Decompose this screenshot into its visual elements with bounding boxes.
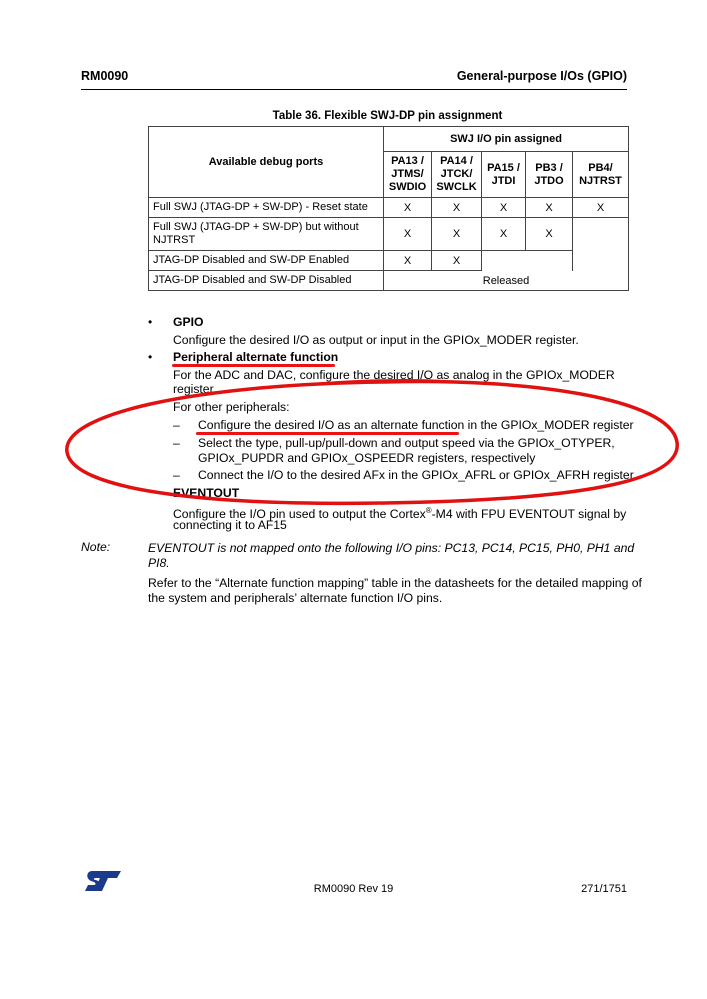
- footer-rev: RM0090 Rev 19: [313, 883, 394, 895]
- note-line2: PI8.: [148, 556, 170, 570]
- paf-step-2-line2: GPIOx_PUPDR and GPIOx_OSPEEDR registers, respectively: [198, 451, 536, 465]
- paf-step-3: Connect the I/O to the desired AFx in the GPIOx_AFRL or GPIOx_AFRH register: [198, 468, 634, 482]
- pin-header-pa15: PA15 / JTDI: [482, 152, 526, 198]
- cell-mark: X: [526, 198, 573, 218]
- cell-mark: X: [384, 198, 432, 218]
- cell-mark: X: [432, 251, 482, 271]
- eventout-heading: EVENTOUT: [173, 486, 240, 500]
- table-row: [149, 218, 629, 251]
- row-label: Full SWJ (JTAG-DP + SW-DP) - Reset state: [149, 198, 384, 218]
- paf-step-2-line1: Select the type, pull-up/pull-down and output speed via the GPIOx_OTYPER,: [198, 436, 615, 450]
- paf-other: For other peripherals:: [173, 400, 290, 414]
- table-row: [149, 251, 629, 271]
- note-ref-line1: Refer to the “Alternate function mapping” table in the datasheets for the detailed mapping of: [148, 576, 642, 590]
- cell-empty: [573, 218, 629, 271]
- row-label: JTAG-DP Disabled and SW-DP Enabled: [149, 251, 384, 271]
- doc-id: RM0090: [81, 69, 129, 83]
- table-row: [149, 271, 629, 291]
- footer-page: 271/1751: [581, 883, 627, 895]
- row-label: JTAG-DP Disabled and SW-DP Disabled: [149, 271, 384, 291]
- bullet-dot: •: [148, 315, 153, 329]
- pin-assignment-table: [148, 126, 629, 291]
- eventout-line1: Configure the I/O pin used to output the Cortex®-M4 with FPU EVENTOUT signal by: [173, 506, 627, 522]
- note-label: Note:: [81, 540, 111, 554]
- gpio-text: Configure the desired I/O as output or input in the GPIOx_MODER register.: [173, 333, 579, 347]
- pin-group-header: SWJ I/O pin assigned: [384, 127, 629, 152]
- table-title: Table 36. Flexible SWJ-DP pin assignment: [272, 110, 503, 122]
- pin-header-pa13: PA13 / JTMS/ SWDIO: [384, 152, 432, 198]
- cell-mark: X: [384, 218, 432, 251]
- paf-adc-line1: For the ADC and DAC, configure the desired I/O as analog in the GPIOx_MODER: [173, 368, 615, 382]
- cell-mark: X: [482, 218, 526, 251]
- note-line1: EVENTOUT is not mapped onto the following I/O pins: PC13, PC14, PC15, PH0, PH1 and: [148, 541, 635, 555]
- cell-mark: X: [526, 218, 573, 251]
- paf-adc-line2: register.: [173, 382, 217, 396]
- section-title: General-purpose I/Os (GPIO): [456, 69, 627, 83]
- note-ref-line2: the system and peripherals’ alternate function I/O pins.: [148, 591, 443, 605]
- eventout-line2: connecting it to AF15: [173, 518, 287, 532]
- gpio-heading: GPIO: [173, 315, 204, 329]
- cell-empty: [482, 251, 573, 271]
- paf-heading: Peripheral alternate function: [173, 350, 339, 364]
- table-row: [149, 198, 629, 218]
- cell-released: Released: [384, 271, 629, 291]
- cell-mark: X: [432, 198, 482, 218]
- pin-header-pa14: PA14 / JTCK/ SWCLK: [432, 152, 482, 198]
- cell-mark: X: [384, 251, 432, 271]
- annotation-ellipse: [55, 370, 695, 530]
- header-rule: [81, 89, 627, 90]
- dash-marker: –: [173, 468, 180, 482]
- cell-mark: X: [573, 198, 629, 218]
- pin-header-pb3: PB3 / JTDO: [526, 152, 573, 198]
- dash-marker: –: [173, 418, 180, 432]
- dash-marker: –: [173, 436, 180, 450]
- cell-mark: X: [482, 198, 526, 218]
- paf-step-1: Configure the desired I/O as an alternate function in the GPIOx_MODER register: [198, 418, 634, 432]
- bullet-dot: •: [148, 350, 153, 364]
- pin-header-pb4: PB4/ NJTRST: [573, 152, 629, 198]
- cell-mark: X: [432, 218, 482, 251]
- debug-ports-header: Available debug ports: [149, 127, 384, 198]
- row-label: Full SWJ (JTAG-DP + SW-DP) but without NJTRST: [149, 218, 384, 251]
